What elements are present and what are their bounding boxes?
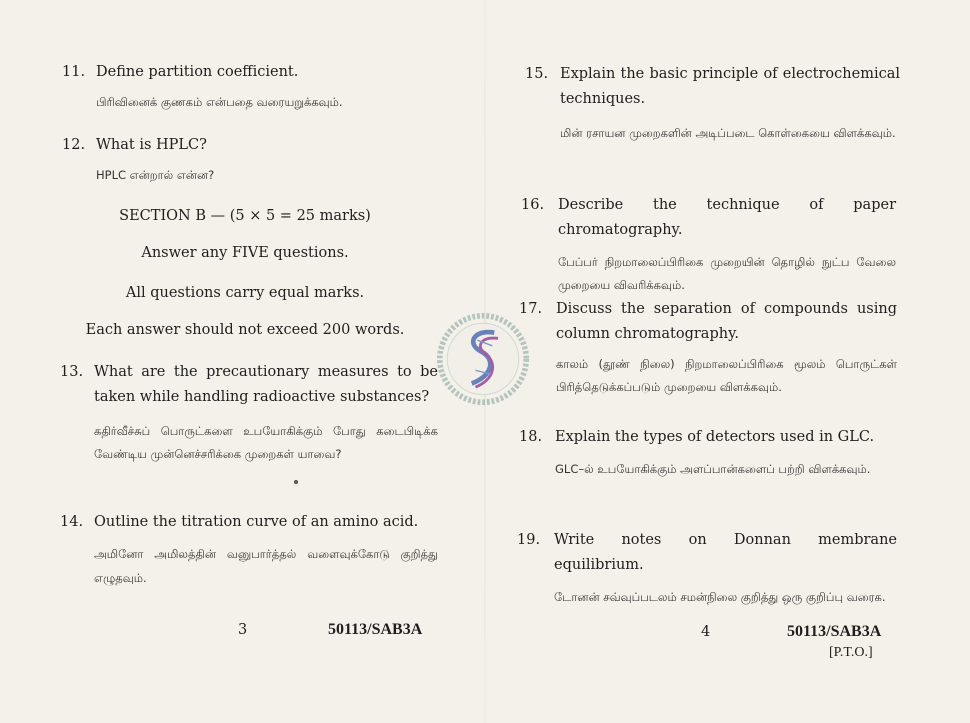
question-number: 13.	[60, 364, 84, 380]
question-text-en: What are the precautionary measures to be taken while handling radioactive substances?	[94, 364, 438, 405]
speck	[294, 480, 298, 484]
question-text-ta: டோனன் சவ்வுப்படலம் சமன்நிலை குறித்து ஒரு குறிப்பு வரைக.	[554, 589, 886, 604]
question-text-en: Write notes on Donnan membrane equilibrium.	[554, 532, 897, 573]
question-text-ta: பேப்பர் நிறமாலைப்பிரிகை முறையின் தொழில் நுட்ப வேலை முறையை விவரிக்கவும்.	[558, 254, 896, 293]
question-text-ta: மின் ரசாயன முறைகளின் அடிப்படை கொள்கையை விளக்கவும்.	[560, 125, 896, 140]
section-instruction-3: Each answer should not exceed 200 words.	[85, 322, 405, 338]
page-number: 4	[701, 624, 711, 640]
question-number: 16.	[521, 197, 545, 213]
question-15	[525, 62, 900, 145]
question-text-en: Explain the basic principle of electrochemical techniques.	[560, 66, 900, 107]
page-number: 3	[238, 622, 248, 638]
question-number: 19.	[517, 532, 541, 548]
question-text-en: Explain the types of detectors used in GLC.	[555, 429, 875, 445]
question-text-ta: காலம் (தூண் நிலை) நிறமாலைப்பிரிகை மூலம் பொருட்கள் பிரித்தெடுக்கப்படும் முறையை விளக்கவும்.	[556, 356, 897, 395]
question-number: 18.	[519, 429, 543, 445]
question-text-ta: அமினோ அமிலத்தின் வனுபார்த்தல் வளைவுக்கோடு குறித்து எழுதவும்.	[94, 546, 438, 585]
question-19	[517, 528, 897, 609]
question-number: 17.	[519, 301, 543, 317]
question-text-ta: GLC–ல் உபயோகிக்கும் அளப்பான்களைப் பற்றி விளக்கவும்.	[555, 461, 871, 476]
question-text-en: Discuss the separation of compounds using column chromatography.	[556, 301, 897, 342]
please-turn-over: [P.T.O.]	[829, 645, 873, 660]
question-text-en: Define partition coefficient.	[96, 64, 299, 80]
question-text-ta: கதிர்வீச்சுப் பொருட்களை உபயோகிக்கும் போது கடைபிடிக்க வேண்டிய முன்னெச்சரிக்கை முறைகள் யாவை?	[94, 423, 438, 462]
section-instruction-1: Answer any FIVE questions.	[141, 245, 349, 261]
paper-code	[328, 621, 422, 639]
question-text-ta: HPLC என்றால் என்ன?	[96, 167, 215, 182]
question-16	[521, 193, 896, 298]
question-text-ta: பிரிவினைக் குணகம் என்பதை வரையறுக்கவும்.	[96, 94, 343, 109]
question-number: 12.	[62, 137, 86, 153]
question-text-en: Describe the technique of paper chromatography.	[558, 197, 896, 238]
question-11	[62, 60, 442, 115]
paper-code-text: 50113/SAB3A	[787, 623, 882, 640]
question-17	[519, 297, 897, 400]
paper-code	[787, 623, 881, 641]
question-14	[60, 510, 438, 590]
question-13	[60, 360, 438, 467]
question-18	[519, 425, 897, 482]
question-text-en: Outline the titration curve of an amino acid.	[94, 514, 419, 530]
section-title: SECTION B — (5 × 5 = 25 marks)	[119, 208, 371, 224]
question-12	[62, 133, 442, 188]
question-number: 11.	[62, 64, 86, 80]
paper-code-text: 50113/SAB3A	[328, 621, 423, 638]
question-number: 14.	[60, 514, 84, 530]
section-instruction-2: All questions carry equal marks.	[125, 285, 365, 301]
question-number: 15.	[525, 66, 549, 82]
right-page	[485, 0, 970, 723]
question-text-en: What is HPLC?	[96, 137, 207, 153]
